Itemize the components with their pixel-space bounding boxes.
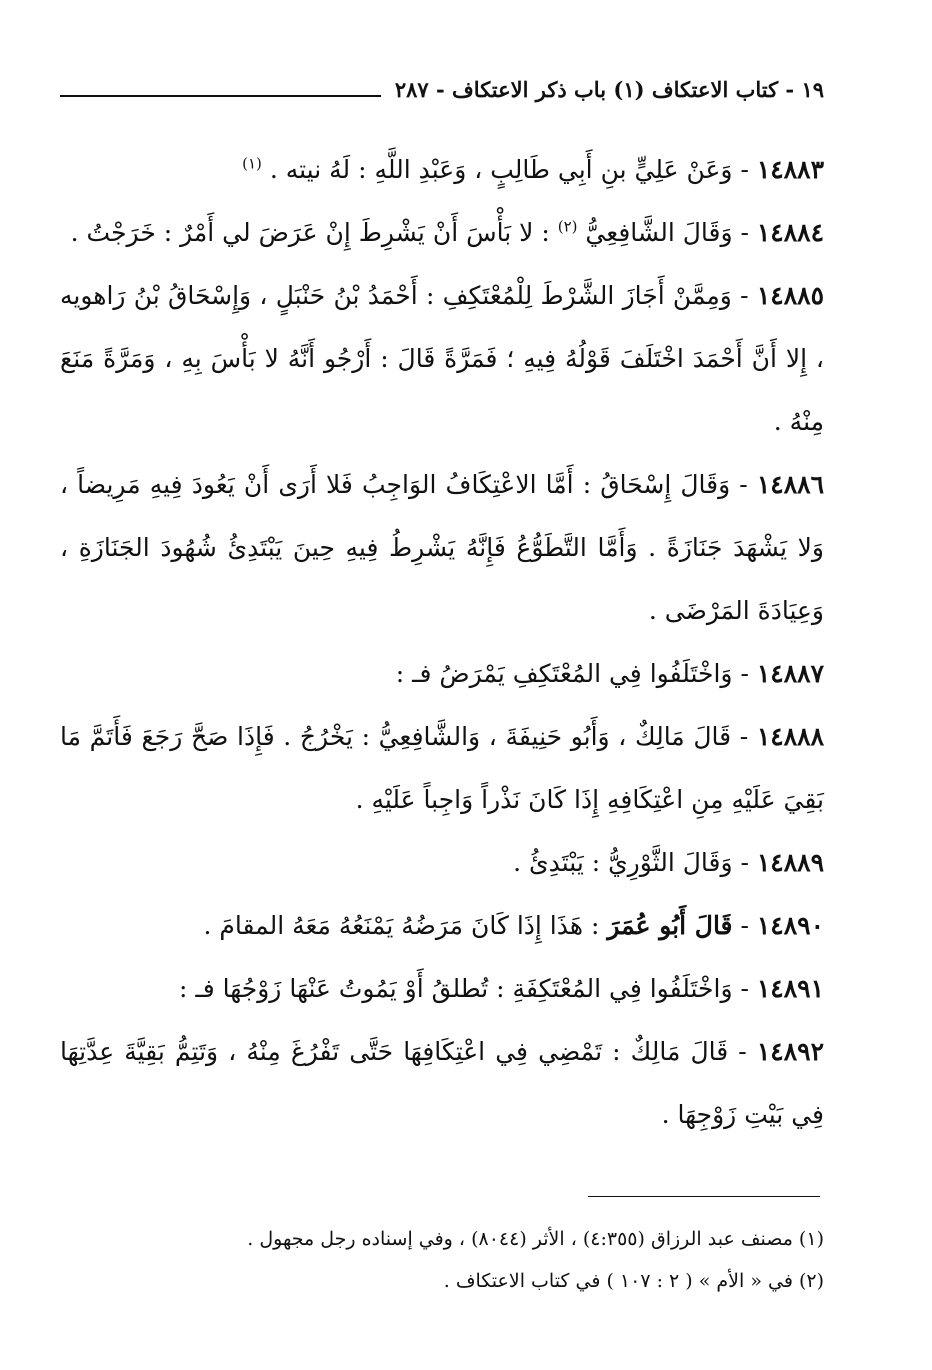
paragraph-text: - وَعَنْ عَلِيٍّ بنِ أَبِي طَالِبٍ ، وَعَبْدِ اللَّهِ : لَهُ نيته . bbox=[261, 155, 757, 184]
paragraph-number: ١٤٨٨٣ bbox=[756, 155, 824, 184]
footnote-reference: (١) bbox=[242, 154, 262, 173]
paragraph-14887 bbox=[60, 642, 824, 705]
paragraph-14892 bbox=[60, 1020, 824, 1146]
paragraph-text: - وَاخْتَلَفُوا فِي المُعْتَكِفَةِ : تُطلقُ أَوْ يَمُوتُ عَنْهَا زَوْجُهَا فـ : bbox=[179, 974, 757, 1003]
paragraph-number: ١٤٨٨٥ bbox=[756, 281, 824, 310]
paragraph-text-tail: : لا بَأْسَ أَنْ يَشْرِطَ إِنْ عَرَضَ لي أَمْرٌ : خَرَجْتُ . bbox=[70, 218, 558, 247]
paragraph-14890 bbox=[60, 894, 824, 957]
paragraph-text: - وَاخْتَلَفُوا فِي المُعْتَكِفِ يَمْرَضُ فـ : bbox=[395, 659, 757, 688]
footnote-1: (١) مصنف عبد الرزاق (٤:٣٥٥) ، الأثر (٨٠٤٤) ، وفي إسناده رجل مجهول . bbox=[247, 1228, 824, 1250]
paragraph-text: - وَقَالَ إِسْحَاقُ : أَمَّا الاعْتِكَافُ الوَاجِبُ فَلا أَرَى أَنْ يَعُودَ فِيهِ مَرِيضاً ، وَلا يَشْهَدَ جَنَازَةً . وَأَمَّا التَّطَوُّعُ فَإِنَّهُ يَشْرِطُ فِيهِ حِينَ يَبْتَدِئُ شُهُودَ الجَنَازَةِ ، وَعِيَادَةَ المَرْضَى . bbox=[60, 470, 824, 625]
paragraph-14886 bbox=[60, 453, 824, 642]
paragraph-text: - وَقَالَ الشَّافِعِيُّ bbox=[577, 218, 757, 247]
footnote-rule bbox=[588, 1196, 820, 1197]
paragraph-number: ١٤٨٩٢ bbox=[756, 1037, 824, 1066]
paragraph-number: ١٤٨٨٨ bbox=[756, 722, 824, 751]
paragraph-text: - قَالَ مَالِكٌ ، وَأَبُو حَنِيفَةَ ، وَالشَّافِعِيُّ : يَخْرُجُ . فَإِذَا صَحَّ رَجَعَ فَأَتَمَّ مَا بَقِيَ عَلَيْهِ مِنِ اعْتِكَافِهِ إِذَا كَانَ نَذْراً وَاجِباً عَلَيْهِ . bbox=[60, 722, 824, 814]
footnote-reference: (٢) bbox=[557, 217, 578, 236]
paragraph-number: ١٤٨٨٧ bbox=[756, 659, 824, 688]
paragraph-text: - وَقَالَ الثَّوْرِيُّ : يَبْتَدِئُ . bbox=[513, 848, 757, 877]
footnotes bbox=[60, 1218, 824, 1302]
running-header bbox=[60, 72, 824, 106]
paragraph-14889 bbox=[60, 831, 824, 894]
paragraph-number: ١٤٨٨٩ bbox=[756, 848, 824, 877]
paragraph-14884 bbox=[60, 201, 824, 264]
paragraph-14883 bbox=[60, 138, 824, 201]
main-text bbox=[60, 138, 824, 1146]
paragraph-number: ١٤٨٩١ bbox=[756, 974, 824, 1003]
paragraph-14891 bbox=[60, 957, 824, 1020]
paragraph-number: ١٤٨٨٤ bbox=[756, 218, 824, 247]
paragraph-14888 bbox=[60, 705, 824, 831]
header-title: ١٩ - كتاب الاعتكاف (١) باب ذكر الاعتكاف - ٢٨٧ bbox=[394, 76, 824, 102]
paragraph-text: - قَالَ مَالِكٌ : تَمْضِي فِي اعْتِكَافِهَا حَتَّى تَفْرُغَ مِنْهُ ، وَتَتِمُّ بَقِيَّةَ عِدَّتِهَا فِي بَيْتِ زَوْجِهَا . bbox=[60, 1037, 824, 1129]
paragraph-number: ١٤٨٨٦ bbox=[756, 470, 824, 499]
header-rule bbox=[60, 95, 381, 97]
author-name: قَالَ أَبُو عُمَرَ bbox=[607, 911, 733, 940]
paragraph-text: - وَمِمَّنْ أَجَازَ الشَّرْطَ لِلْمُعْتَكِفِ : أَحْمَدُ بْنُ حَنْبَلٍ ، وَإِسْحَاقُ بْنُ رَاهويه ، إِلا أَنَّ أَحْمَدَ اخْتَلَفَ قَوْلُهُ فِيهِ ؛ فَمَرَّةً قَالَ : أَرْجُو أَنَّهُ لا بَأْسَ بِهِ ، وَمَرَّةً مَنَعَ مِنْهُ . bbox=[60, 281, 824, 436]
paragraph-number: ١٤٨٩٠ bbox=[756, 911, 824, 940]
footnote-2: (٢) في « الأم » ( ٢ : ١٠٧ ) في كتاب الاعتكاف . bbox=[443, 1270, 824, 1292]
paragraph-text-rest: : هَذَا إِذَا كَانَ مَرَضُهُ يَمْنَعُهُ مَعَهُ المقامَ . bbox=[203, 911, 608, 940]
paragraph-14885 bbox=[60, 264, 824, 453]
paragraph-text: - bbox=[732, 911, 757, 940]
